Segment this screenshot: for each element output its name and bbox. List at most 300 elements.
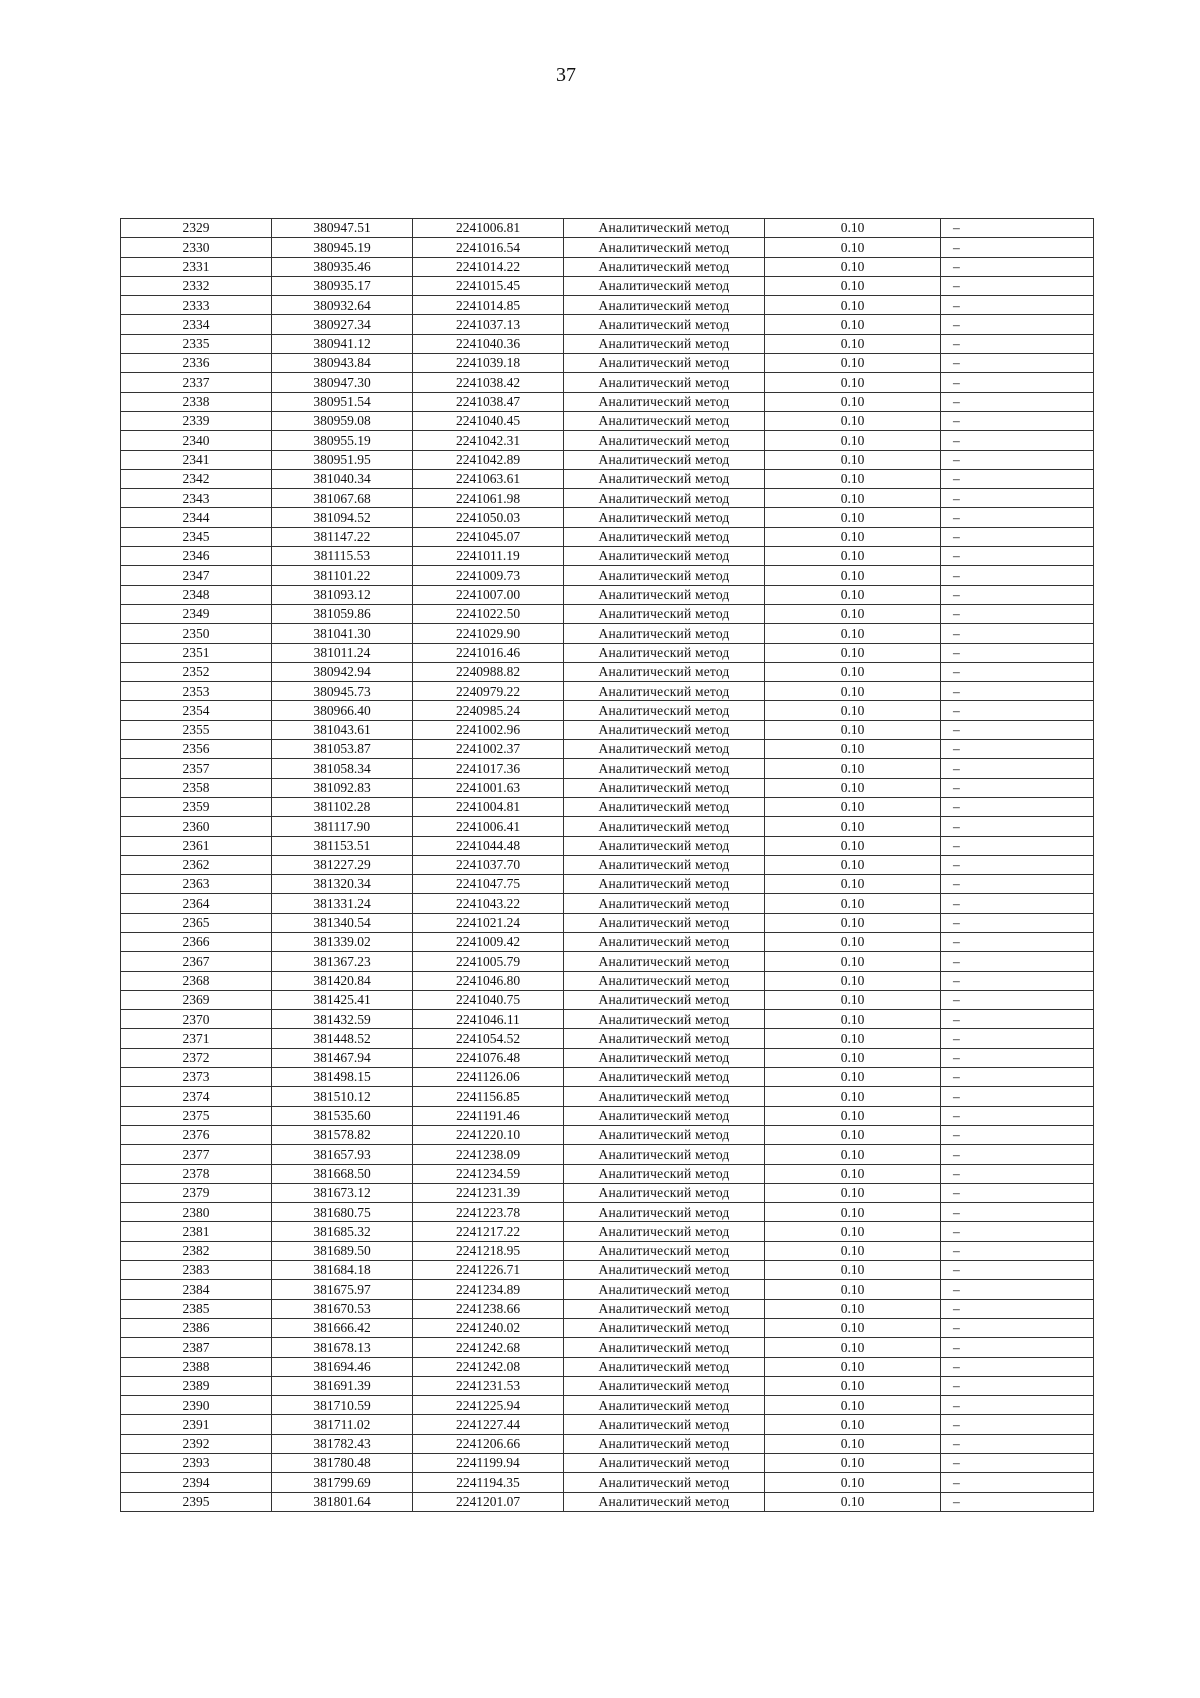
y-coordinate-cell: 2241046.80 bbox=[413, 971, 564, 990]
x-coordinate-cell: 381147.22 bbox=[272, 527, 413, 546]
point-number-cell: 2350 bbox=[121, 624, 272, 643]
method-cell: Аналитический метод bbox=[564, 489, 765, 508]
point-number-cell: 2387 bbox=[121, 1338, 272, 1357]
point-number-cell: 2388 bbox=[121, 1357, 272, 1376]
method-cell: Аналитический метод bbox=[564, 315, 765, 334]
x-coordinate-cell: 381331.24 bbox=[272, 894, 413, 913]
method-cell: Аналитический метод bbox=[564, 662, 765, 681]
y-coordinate-cell: 2241011.19 bbox=[413, 547, 564, 566]
x-coordinate-cell: 380959.08 bbox=[272, 411, 413, 430]
point-number-cell: 2386 bbox=[121, 1318, 272, 1337]
table-row bbox=[121, 1357, 1094, 1376]
description-cell: – bbox=[941, 797, 1094, 816]
description-cell: – bbox=[941, 1029, 1094, 1048]
accuracy-cell: 0.10 bbox=[765, 971, 941, 990]
method-cell: Аналитический метод bbox=[564, 238, 765, 257]
x-coordinate-cell: 381668.50 bbox=[272, 1164, 413, 1183]
method-cell: Аналитический метод bbox=[564, 1106, 765, 1125]
method-cell: Аналитический метод bbox=[564, 1145, 765, 1164]
description-cell: – bbox=[941, 913, 1094, 932]
table-row bbox=[121, 411, 1094, 430]
description-cell: – bbox=[941, 1145, 1094, 1164]
accuracy-cell: 0.10 bbox=[765, 643, 941, 662]
description-cell: – bbox=[941, 1203, 1094, 1222]
accuracy-cell: 0.10 bbox=[765, 489, 941, 508]
point-number-cell: 2336 bbox=[121, 354, 272, 373]
method-cell: Аналитический метод bbox=[564, 604, 765, 623]
method-cell: Аналитический метод bbox=[564, 1087, 765, 1106]
table-row bbox=[121, 1010, 1094, 1029]
accuracy-cell: 0.10 bbox=[765, 585, 941, 604]
method-cell: Аналитический метод bbox=[564, 450, 765, 469]
method-cell: Аналитический метод bbox=[564, 797, 765, 816]
description-cell: – bbox=[941, 1434, 1094, 1453]
point-number-cell: 2345 bbox=[121, 527, 272, 546]
x-coordinate-cell: 381510.12 bbox=[272, 1087, 413, 1106]
accuracy-cell: 0.10 bbox=[765, 875, 941, 894]
description-cell: – bbox=[941, 624, 1094, 643]
point-number-cell: 2344 bbox=[121, 508, 272, 527]
accuracy-cell: 0.10 bbox=[765, 257, 941, 276]
description-cell: – bbox=[941, 1125, 1094, 1144]
point-number-cell: 2348 bbox=[121, 585, 272, 604]
accuracy-cell: 0.10 bbox=[765, 1203, 941, 1222]
table-row bbox=[121, 392, 1094, 411]
method-cell: Аналитический метод bbox=[564, 778, 765, 797]
description-cell: – bbox=[941, 566, 1094, 585]
x-coordinate-cell: 381041.30 bbox=[272, 624, 413, 643]
y-coordinate-cell: 2241226.71 bbox=[413, 1261, 564, 1280]
y-coordinate-cell: 2241009.42 bbox=[413, 932, 564, 951]
description-cell: – bbox=[941, 1454, 1094, 1473]
accuracy-cell: 0.10 bbox=[765, 1164, 941, 1183]
description-cell: – bbox=[941, 1106, 1094, 1125]
table-row bbox=[121, 701, 1094, 720]
description-cell: – bbox=[941, 1318, 1094, 1337]
y-coordinate-cell: 2241045.07 bbox=[413, 527, 564, 546]
method-cell: Аналитический метод bbox=[564, 720, 765, 739]
y-coordinate-cell: 2241238.66 bbox=[413, 1299, 564, 1318]
point-number-cell: 2337 bbox=[121, 373, 272, 392]
accuracy-cell: 0.10 bbox=[765, 1222, 941, 1241]
x-coordinate-cell: 381059.86 bbox=[272, 604, 413, 623]
method-cell: Аналитический метод bbox=[564, 431, 765, 450]
point-number-cell: 2365 bbox=[121, 913, 272, 932]
method-cell: Аналитический метод bbox=[564, 836, 765, 855]
accuracy-cell: 0.10 bbox=[765, 1338, 941, 1357]
accuracy-cell: 0.10 bbox=[765, 740, 941, 759]
accuracy-cell: 0.10 bbox=[765, 778, 941, 797]
table-row bbox=[121, 334, 1094, 353]
coordinates-table bbox=[120, 218, 1094, 1512]
accuracy-cell: 0.10 bbox=[765, 527, 941, 546]
x-coordinate-cell: 380945.19 bbox=[272, 238, 413, 257]
accuracy-cell: 0.10 bbox=[765, 566, 941, 585]
y-coordinate-cell: 2241225.94 bbox=[413, 1396, 564, 1415]
point-number-cell: 2376 bbox=[121, 1125, 272, 1144]
accuracy-cell: 0.10 bbox=[765, 547, 941, 566]
y-coordinate-cell: 2241201.07 bbox=[413, 1492, 564, 1511]
x-coordinate-cell: 381092.83 bbox=[272, 778, 413, 797]
y-coordinate-cell: 2241220.10 bbox=[413, 1125, 564, 1144]
description-cell: – bbox=[941, 1068, 1094, 1087]
table-row bbox=[121, 759, 1094, 778]
method-cell: Аналитический метод bbox=[564, 932, 765, 951]
accuracy-cell: 0.10 bbox=[765, 990, 941, 1009]
method-cell: Аналитический метод bbox=[564, 276, 765, 295]
point-number-cell: 2354 bbox=[121, 701, 272, 720]
table-row bbox=[121, 1280, 1094, 1299]
y-coordinate-cell: 2241005.79 bbox=[413, 952, 564, 971]
table-row bbox=[121, 1145, 1094, 1164]
method-cell: Аналитический метод bbox=[564, 1029, 765, 1048]
description-cell: – bbox=[941, 875, 1094, 894]
description-cell: – bbox=[941, 604, 1094, 623]
x-coordinate-cell: 381670.53 bbox=[272, 1299, 413, 1318]
point-number-cell: 2392 bbox=[121, 1434, 272, 1453]
method-cell: Аналитический метод bbox=[564, 875, 765, 894]
accuracy-cell: 0.10 bbox=[765, 701, 941, 720]
description-cell: – bbox=[941, 431, 1094, 450]
y-coordinate-cell: 2241231.53 bbox=[413, 1376, 564, 1395]
x-coordinate-cell: 381058.34 bbox=[272, 759, 413, 778]
point-number-cell: 2384 bbox=[121, 1280, 272, 1299]
point-number-cell: 2334 bbox=[121, 315, 272, 334]
accuracy-cell: 0.10 bbox=[765, 1299, 941, 1318]
x-coordinate-cell: 381657.93 bbox=[272, 1145, 413, 1164]
accuracy-cell: 0.10 bbox=[765, 1145, 941, 1164]
description-cell: – bbox=[941, 508, 1094, 527]
table-row bbox=[121, 1029, 1094, 1048]
point-number-cell: 2389 bbox=[121, 1376, 272, 1395]
x-coordinate-cell: 381467.94 bbox=[272, 1048, 413, 1067]
y-coordinate-cell: 2241223.78 bbox=[413, 1203, 564, 1222]
accuracy-cell: 0.10 bbox=[765, 894, 941, 913]
method-cell: Аналитический метод bbox=[564, 971, 765, 990]
method-cell: Аналитический метод bbox=[564, 1396, 765, 1415]
description-cell: – bbox=[941, 1183, 1094, 1202]
accuracy-cell: 0.10 bbox=[765, 836, 941, 855]
point-number-cell: 2333 bbox=[121, 296, 272, 315]
y-coordinate-cell: 2241022.50 bbox=[413, 604, 564, 623]
table-row bbox=[121, 875, 1094, 894]
point-number-cell: 2331 bbox=[121, 257, 272, 276]
description-cell: – bbox=[941, 1087, 1094, 1106]
point-number-cell: 2357 bbox=[121, 759, 272, 778]
accuracy-cell: 0.10 bbox=[765, 1454, 941, 1473]
description-cell: – bbox=[941, 1010, 1094, 1029]
method-cell: Аналитический метод bbox=[564, 547, 765, 566]
point-number-cell: 2338 bbox=[121, 392, 272, 411]
x-coordinate-cell: 380947.30 bbox=[272, 373, 413, 392]
point-number-cell: 2373 bbox=[121, 1068, 272, 1087]
point-number-cell: 2385 bbox=[121, 1299, 272, 1318]
table-row bbox=[121, 1164, 1094, 1183]
point-number-cell: 2375 bbox=[121, 1106, 272, 1125]
y-coordinate-cell: 2241040.45 bbox=[413, 411, 564, 430]
y-coordinate-cell: 2241061.98 bbox=[413, 489, 564, 508]
x-coordinate-cell: 380943.84 bbox=[272, 354, 413, 373]
description-cell: – bbox=[941, 720, 1094, 739]
method-cell: Аналитический метод bbox=[564, 354, 765, 373]
x-coordinate-cell: 380941.12 bbox=[272, 334, 413, 353]
table-row bbox=[121, 604, 1094, 623]
accuracy-cell: 0.10 bbox=[765, 817, 941, 836]
y-coordinate-cell: 2241199.94 bbox=[413, 1454, 564, 1473]
method-cell: Аналитический метод bbox=[564, 1434, 765, 1453]
y-coordinate-cell: 2241001.63 bbox=[413, 778, 564, 797]
description-cell: – bbox=[941, 836, 1094, 855]
accuracy-cell: 0.10 bbox=[765, 1415, 941, 1434]
point-number-cell: 2329 bbox=[121, 219, 272, 238]
table-row bbox=[121, 315, 1094, 334]
point-number-cell: 2379 bbox=[121, 1183, 272, 1202]
table-row bbox=[121, 1318, 1094, 1337]
method-cell: Аналитический метод bbox=[564, 527, 765, 546]
table-row bbox=[121, 971, 1094, 990]
coordinates-table-body bbox=[121, 219, 1094, 1512]
x-coordinate-cell: 381678.13 bbox=[272, 1338, 413, 1357]
x-coordinate-cell: 381117.90 bbox=[272, 817, 413, 836]
accuracy-cell: 0.10 bbox=[765, 1241, 941, 1260]
y-coordinate-cell: 2241231.39 bbox=[413, 1183, 564, 1202]
x-coordinate-cell: 380955.19 bbox=[272, 431, 413, 450]
table-row bbox=[121, 1183, 1094, 1202]
table-row bbox=[121, 1434, 1094, 1453]
table-row bbox=[121, 720, 1094, 739]
x-coordinate-cell: 381448.52 bbox=[272, 1029, 413, 1048]
x-coordinate-cell: 380966.40 bbox=[272, 701, 413, 720]
description-cell: – bbox=[941, 547, 1094, 566]
point-number-cell: 2361 bbox=[121, 836, 272, 855]
x-coordinate-cell: 380947.51 bbox=[272, 219, 413, 238]
x-coordinate-cell: 381799.69 bbox=[272, 1473, 413, 1492]
description-cell: – bbox=[941, 643, 1094, 662]
point-number-cell: 2335 bbox=[121, 334, 272, 353]
point-number-cell: 2382 bbox=[121, 1241, 272, 1260]
description-cell: – bbox=[941, 373, 1094, 392]
description-cell: – bbox=[941, 411, 1094, 430]
method-cell: Аналитический метод bbox=[564, 1473, 765, 1492]
y-coordinate-cell: 2241040.36 bbox=[413, 334, 564, 353]
table-row bbox=[121, 354, 1094, 373]
table-row bbox=[121, 431, 1094, 450]
x-coordinate-cell: 380927.34 bbox=[272, 315, 413, 334]
description-cell: – bbox=[941, 817, 1094, 836]
method-cell: Аналитический метод bbox=[564, 1415, 765, 1434]
description-cell: – bbox=[941, 257, 1094, 276]
table-row bbox=[121, 1203, 1094, 1222]
table-row bbox=[121, 547, 1094, 566]
method-cell: Аналитический метод bbox=[564, 1010, 765, 1029]
accuracy-cell: 0.10 bbox=[765, 759, 941, 778]
accuracy-cell: 0.10 bbox=[765, 662, 941, 681]
x-coordinate-cell: 381227.29 bbox=[272, 855, 413, 874]
method-cell: Аналитический метод bbox=[564, 257, 765, 276]
method-cell: Аналитический метод bbox=[564, 624, 765, 643]
y-coordinate-cell: 2241038.47 bbox=[413, 392, 564, 411]
method-cell: Аналитический метод bbox=[564, 1318, 765, 1337]
description-cell: – bbox=[941, 1299, 1094, 1318]
method-cell: Аналитический метод bbox=[564, 1338, 765, 1357]
accuracy-cell: 0.10 bbox=[765, 932, 941, 951]
point-number-cell: 2347 bbox=[121, 566, 272, 585]
method-cell: Аналитический метод bbox=[564, 1492, 765, 1511]
method-cell: Аналитический метод bbox=[564, 373, 765, 392]
description-cell: – bbox=[941, 469, 1094, 488]
table-row bbox=[121, 1087, 1094, 1106]
point-number-cell: 2339 bbox=[121, 411, 272, 430]
table-row bbox=[121, 1299, 1094, 1318]
table-row bbox=[121, 1241, 1094, 1260]
y-coordinate-cell: 2241009.73 bbox=[413, 566, 564, 585]
description-cell: – bbox=[941, 662, 1094, 681]
method-cell: Аналитический метод bbox=[564, 1299, 765, 1318]
description-cell: – bbox=[941, 1222, 1094, 1241]
x-coordinate-cell: 380951.95 bbox=[272, 450, 413, 469]
accuracy-cell: 0.10 bbox=[765, 450, 941, 469]
point-number-cell: 2394 bbox=[121, 1473, 272, 1492]
x-coordinate-cell: 381067.68 bbox=[272, 489, 413, 508]
table-row bbox=[121, 1396, 1094, 1415]
x-coordinate-cell: 381780.48 bbox=[272, 1454, 413, 1473]
description-cell: – bbox=[941, 1415, 1094, 1434]
x-coordinate-cell: 381711.02 bbox=[272, 1415, 413, 1434]
table-row bbox=[121, 489, 1094, 508]
description-cell: – bbox=[941, 682, 1094, 701]
table-row bbox=[121, 817, 1094, 836]
point-number-cell: 2332 bbox=[121, 276, 272, 295]
y-coordinate-cell: 2241234.89 bbox=[413, 1280, 564, 1299]
x-coordinate-cell: 381320.34 bbox=[272, 875, 413, 894]
accuracy-cell: 0.10 bbox=[765, 952, 941, 971]
table-row bbox=[121, 836, 1094, 855]
x-coordinate-cell: 380932.64 bbox=[272, 296, 413, 315]
x-coordinate-cell: 381102.28 bbox=[272, 797, 413, 816]
point-number-cell: 2330 bbox=[121, 238, 272, 257]
point-number-cell: 2372 bbox=[121, 1048, 272, 1067]
x-coordinate-cell: 381425.41 bbox=[272, 990, 413, 1009]
y-coordinate-cell: 2241014.85 bbox=[413, 296, 564, 315]
point-number-cell: 2346 bbox=[121, 547, 272, 566]
accuracy-cell: 0.10 bbox=[765, 392, 941, 411]
description-cell: – bbox=[941, 1376, 1094, 1395]
method-cell: Аналитический метод bbox=[564, 219, 765, 238]
table-row bbox=[121, 1376, 1094, 1395]
method-cell: Аналитический метод bbox=[564, 759, 765, 778]
method-cell: Аналитический метод bbox=[564, 392, 765, 411]
x-coordinate-cell: 381432.59 bbox=[272, 1010, 413, 1029]
x-coordinate-cell: 381040.34 bbox=[272, 469, 413, 488]
y-coordinate-cell: 2241037.70 bbox=[413, 855, 564, 874]
point-number-cell: 2383 bbox=[121, 1261, 272, 1280]
table-row bbox=[121, 296, 1094, 315]
x-coordinate-cell: 381710.59 bbox=[272, 1396, 413, 1415]
y-coordinate-cell: 2241007.00 bbox=[413, 585, 564, 604]
method-cell: Аналитический метод bbox=[564, 682, 765, 701]
accuracy-cell: 0.10 bbox=[765, 296, 941, 315]
x-coordinate-cell: 381420.84 bbox=[272, 971, 413, 990]
accuracy-cell: 0.10 bbox=[765, 373, 941, 392]
table-row bbox=[121, 276, 1094, 295]
description-cell: – bbox=[941, 276, 1094, 295]
accuracy-cell: 0.10 bbox=[765, 1068, 941, 1087]
description-cell: – bbox=[941, 701, 1094, 720]
accuracy-cell: 0.10 bbox=[765, 334, 941, 353]
point-number-cell: 2369 bbox=[121, 990, 272, 1009]
x-coordinate-cell: 381340.54 bbox=[272, 913, 413, 932]
y-coordinate-cell: 2241044.48 bbox=[413, 836, 564, 855]
method-cell: Аналитический метод bbox=[564, 469, 765, 488]
accuracy-cell: 0.10 bbox=[765, 469, 941, 488]
x-coordinate-cell: 381691.39 bbox=[272, 1376, 413, 1395]
table-row bbox=[121, 238, 1094, 257]
table-row bbox=[121, 932, 1094, 951]
y-coordinate-cell: 2241126.06 bbox=[413, 1068, 564, 1087]
y-coordinate-cell: 2241054.52 bbox=[413, 1029, 564, 1048]
table-row bbox=[121, 990, 1094, 1009]
y-coordinate-cell: 2240985.24 bbox=[413, 701, 564, 720]
accuracy-cell: 0.10 bbox=[765, 1376, 941, 1395]
point-number-cell: 2340 bbox=[121, 431, 272, 450]
accuracy-cell: 0.10 bbox=[765, 315, 941, 334]
x-coordinate-cell: 381684.18 bbox=[272, 1261, 413, 1280]
accuracy-cell: 0.10 bbox=[765, 1010, 941, 1029]
accuracy-cell: 0.10 bbox=[765, 1492, 941, 1511]
table-row bbox=[121, 952, 1094, 971]
x-coordinate-cell: 381367.23 bbox=[272, 952, 413, 971]
method-cell: Аналитический метод bbox=[564, 411, 765, 430]
accuracy-cell: 0.10 bbox=[765, 1048, 941, 1067]
method-cell: Аналитический метод bbox=[564, 1241, 765, 1260]
description-cell: – bbox=[941, 740, 1094, 759]
y-coordinate-cell: 2241042.31 bbox=[413, 431, 564, 450]
table-row bbox=[121, 1454, 1094, 1473]
y-coordinate-cell: 2241043.22 bbox=[413, 894, 564, 913]
accuracy-cell: 0.10 bbox=[765, 855, 941, 874]
table-row bbox=[121, 585, 1094, 604]
y-coordinate-cell: 2241046.11 bbox=[413, 1010, 564, 1029]
y-coordinate-cell: 2241217.22 bbox=[413, 1222, 564, 1241]
accuracy-cell: 0.10 bbox=[765, 411, 941, 430]
point-number-cell: 2378 bbox=[121, 1164, 272, 1183]
x-coordinate-cell: 381043.61 bbox=[272, 720, 413, 739]
point-number-cell: 2362 bbox=[121, 855, 272, 874]
table-row bbox=[121, 1415, 1094, 1434]
description-cell: – bbox=[941, 450, 1094, 469]
table-row bbox=[121, 624, 1094, 643]
table-row bbox=[121, 1473, 1094, 1492]
method-cell: Аналитический метод bbox=[564, 1222, 765, 1241]
x-coordinate-cell: 380935.17 bbox=[272, 276, 413, 295]
point-number-cell: 2366 bbox=[121, 932, 272, 951]
description-cell: – bbox=[941, 1492, 1094, 1511]
point-number-cell: 2367 bbox=[121, 952, 272, 971]
x-coordinate-cell: 381782.43 bbox=[272, 1434, 413, 1453]
accuracy-cell: 0.10 bbox=[765, 1261, 941, 1280]
method-cell: Аналитический метод bbox=[564, 1376, 765, 1395]
table-row bbox=[121, 527, 1094, 546]
accuracy-cell: 0.10 bbox=[765, 1280, 941, 1299]
accuracy-cell: 0.10 bbox=[765, 604, 941, 623]
method-cell: Аналитический метод bbox=[564, 990, 765, 1009]
description-cell: – bbox=[941, 1280, 1094, 1299]
description-cell: – bbox=[941, 971, 1094, 990]
y-coordinate-cell: 2241017.36 bbox=[413, 759, 564, 778]
x-coordinate-cell: 381680.75 bbox=[272, 1203, 413, 1222]
point-number-cell: 2395 bbox=[121, 1492, 272, 1511]
accuracy-cell: 0.10 bbox=[765, 1396, 941, 1415]
